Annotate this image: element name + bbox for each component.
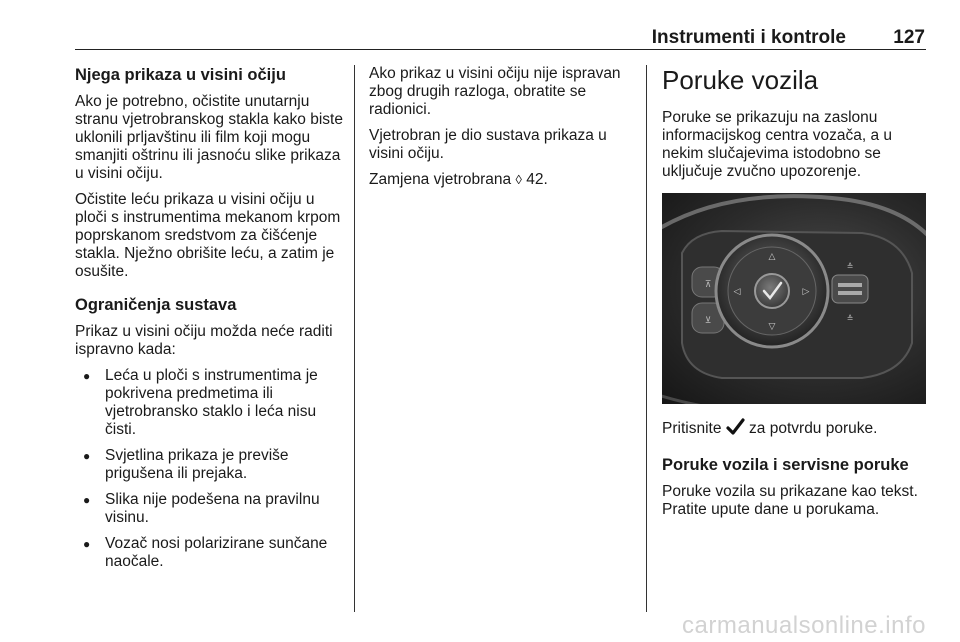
list-item: ● Slika nije podešena na pravilnu visinu. bbox=[75, 491, 345, 527]
steering-wheel-illustration bbox=[662, 193, 926, 404]
checkmark-icon bbox=[726, 418, 745, 441]
svg-text:⊻: ⊻ bbox=[704, 316, 712, 326]
paragraph: Vjetrobran je dio sustava prikaza u visini očiju. bbox=[369, 127, 607, 162]
column-divider bbox=[646, 65, 647, 612]
chapter-title: Poruke vozila bbox=[662, 65, 819, 95]
paragraph: Poruke vozila su prikazane kao tekst. Pratite upute dane u porukama. bbox=[662, 483, 918, 518]
list-item: ● Svjetlina prikaza je previše prigušena ili prejaka. bbox=[75, 447, 345, 483]
cross-reference: Zamjena vjetrobrana ◊ 42. bbox=[369, 171, 548, 188]
subsection-heading: Poruke vozila i servisne poruke bbox=[662, 456, 909, 474]
header-title: Instrumenti i kontrole bbox=[651, 27, 846, 48]
paragraph: Prikaz u visini očiju možda neće raditi ispravno kada: bbox=[75, 323, 333, 358]
paragraph: Očistite leću prikaza u visini očiju u ploči s instrumentima mekanom krpom poprskanom sredstvom za čišćenje stakla. Nježno obrišite leću, a zatim je osušite. bbox=[75, 191, 341, 280]
column-2 bbox=[369, 65, 637, 197]
reference-arrow-icon: ◊ bbox=[515, 172, 522, 187]
column-1 bbox=[75, 65, 345, 579]
paragraph: Poruke se prikazuju na zaslonu informacijskog centra vozača, a u nekim slučajevima istodobno se uključuje zvučno upozorenje. bbox=[662, 109, 893, 180]
page-number: 127 bbox=[893, 27, 925, 48]
svg-text:▷: ▷ bbox=[802, 287, 810, 297]
column-divider bbox=[354, 65, 355, 612]
svg-text:≙: ≙ bbox=[846, 262, 854, 271]
section-heading: Njega prikaza u visini očiju bbox=[75, 66, 286, 84]
bullet-list bbox=[75, 367, 345, 571]
svg-text:⊼: ⊼ bbox=[704, 280, 712, 290]
svg-text:△: △ bbox=[768, 252, 776, 262]
svg-text:▽: ▽ bbox=[768, 322, 776, 332]
list-item: ● Vozač nosi polarizirane sunčane naočale. bbox=[75, 535, 345, 571]
steering-wheel-controls-image bbox=[662, 193, 926, 404]
svg-text:≙: ≙ bbox=[846, 314, 854, 323]
subsection-heading: Ograničenja sustava bbox=[75, 296, 237, 314]
column-3 bbox=[662, 65, 928, 527]
list-item: ● Leća u ploči s instrumentima je pokrivena predmetima ili vjetrobransko staklo i leća nisu čisti. bbox=[75, 367, 345, 439]
svg-text:◁: ◁ bbox=[733, 287, 741, 297]
paragraph: Ako je potrebno, očistite unutarnju stranu vjetrobranskog stakla kako biste uklonili prljavštinu ili film koji mogu smanjiti oštrinu ili jasnoću slike prikaza u visini očiju. bbox=[75, 93, 343, 182]
watermark: carmanualsonline.info bbox=[682, 612, 926, 639]
paragraph: Pritisnite za potvrdu poruke. bbox=[662, 418, 928, 441]
page-header bbox=[75, 27, 926, 50]
paragraph: Ako prikaz u visini očiju nije ispravan zbog drugih razloga, obratite se radionici. bbox=[369, 65, 621, 118]
